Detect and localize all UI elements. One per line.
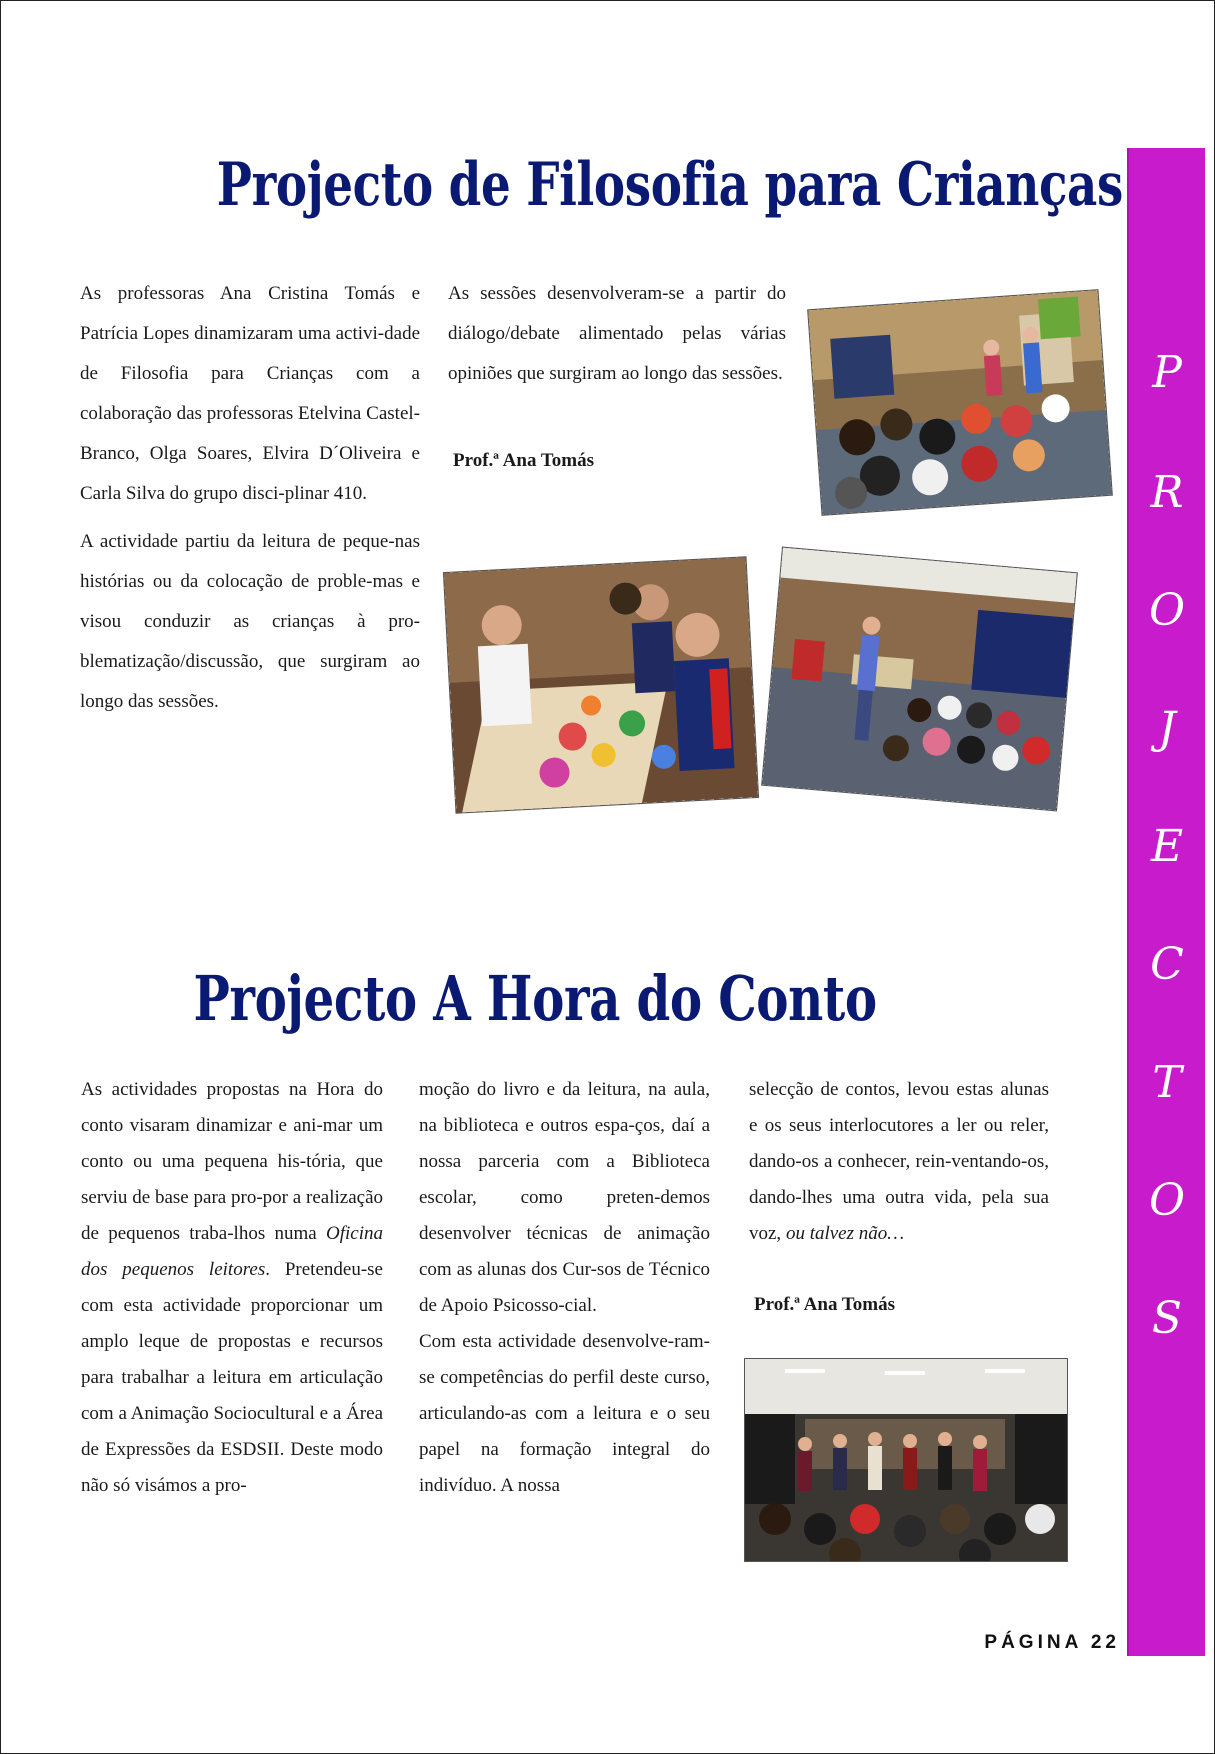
section2-col2-paragraph-1: moção do livro e da leitura, na aula, na biblioteca e outros espa-ços, daí a nossa parceria com a Biblioteca escolar, como preten-demos desenvolver técnicas de animação com as alunas dos Cur-sos de Técnico de Apoio Psicosso-cial. bbox=[419, 1079, 710, 1316]
photo-children-seated-auditorium bbox=[808, 290, 1112, 515]
section2-column-1 bbox=[81, 1072, 383, 1512]
section2-column-3 bbox=[749, 1072, 1049, 1260]
page-number: PÁGINA 22 bbox=[984, 1632, 1120, 1653]
section2-title: Projecto A Hora do Conto bbox=[193, 962, 877, 1035]
sidebar-letter: E bbox=[1150, 821, 1184, 872]
sidebar-letter: P bbox=[1152, 347, 1182, 398]
sidebar-letter: J bbox=[1158, 703, 1176, 754]
section2-column-2 bbox=[419, 1072, 710, 1504]
section1-title: Projecto de Filosofia para Crianças bbox=[216, 150, 1123, 220]
section2-signature: Prof.ª Ana Tomás bbox=[754, 1294, 896, 1315]
section2-col3-italic: ou talvez não… bbox=[785, 1223, 905, 1244]
sidebar-letter: R bbox=[1150, 467, 1184, 518]
sidebar-letter: S bbox=[1151, 1293, 1183, 1344]
section2-col1-text-continued: . Pretendeu-se com esta actividade proporcionar um amplo leque de propostas e recursos para trabalhar a leitura em articulação com a Animação Sociocultural e a Área de Expressões da ESDSII. Deste modo não só visámos a pro- bbox=[81, 1259, 383, 1496]
section1-paragraph-1: As professoras Ana Cristina Tomás e Patrícia Lopes dinamizaram uma activi-dade de Filosofia para Crianças com a colaboração das professoras Etelvina Castel-Branco, Olga Soares, Elvira D´Oliveira e Carla Silva do grupo disci-plinar 410. bbox=[80, 283, 420, 504]
section2-col1-italic: Oficina dos pequenos leitores bbox=[81, 1223, 383, 1280]
sidebar-letter: O bbox=[1148, 585, 1186, 636]
sidebar-projectos bbox=[1127, 148, 1205, 1656]
section2-col3-text: selecção de contos, levou estas alunas e os seus interlocutores a ler ou reler, dando-os a conhecer, rein-ventando-os, dando-lhes uma outra vida, pela sua voz, bbox=[749, 1079, 1049, 1244]
sidebar-letter: T bbox=[1152, 1057, 1182, 1108]
section1-column-2 bbox=[448, 274, 786, 394]
photo-children-craft-table bbox=[444, 557, 758, 812]
section2-col1-text: As actividades propostas na Hora do conto visaram dinamizar e ani-mar um conto ou uma pequena his-tória, que serviu de base para pro-por a realização de pequenos traba-lhos numa bbox=[81, 1079, 383, 1244]
section1-column-1 bbox=[80, 274, 420, 730]
section1-paragraph-3: As sessões desenvolveram-se a partir do diálogo/debate alimentado pelas várias opiniões que surgiram ao longo das sessões. bbox=[448, 283, 786, 384]
section2-col2-paragraph-2: Com esta actividade desenvolve-ram-se competências do perfil deste curso, articulando-as com a leitura e o seu papel na formação integral do indivíduo. A nossa bbox=[419, 1331, 710, 1496]
sidebar-letter: C bbox=[1150, 939, 1184, 990]
photo-library-storytelling bbox=[745, 1359, 1067, 1561]
photo-theatre-room-session bbox=[762, 548, 1077, 811]
section1-signature: Prof.ª Ana Tomás bbox=[453, 450, 595, 471]
sidebar-letter: O bbox=[1148, 1175, 1186, 1226]
section1-paragraph-2: A actividade partiu da leitura de peque-nas histórias ou da colocação de proble-mas e visou conduzir as crianças à pro-blematização/discussão, que surgiram ao longo das sessões. bbox=[80, 531, 420, 712]
